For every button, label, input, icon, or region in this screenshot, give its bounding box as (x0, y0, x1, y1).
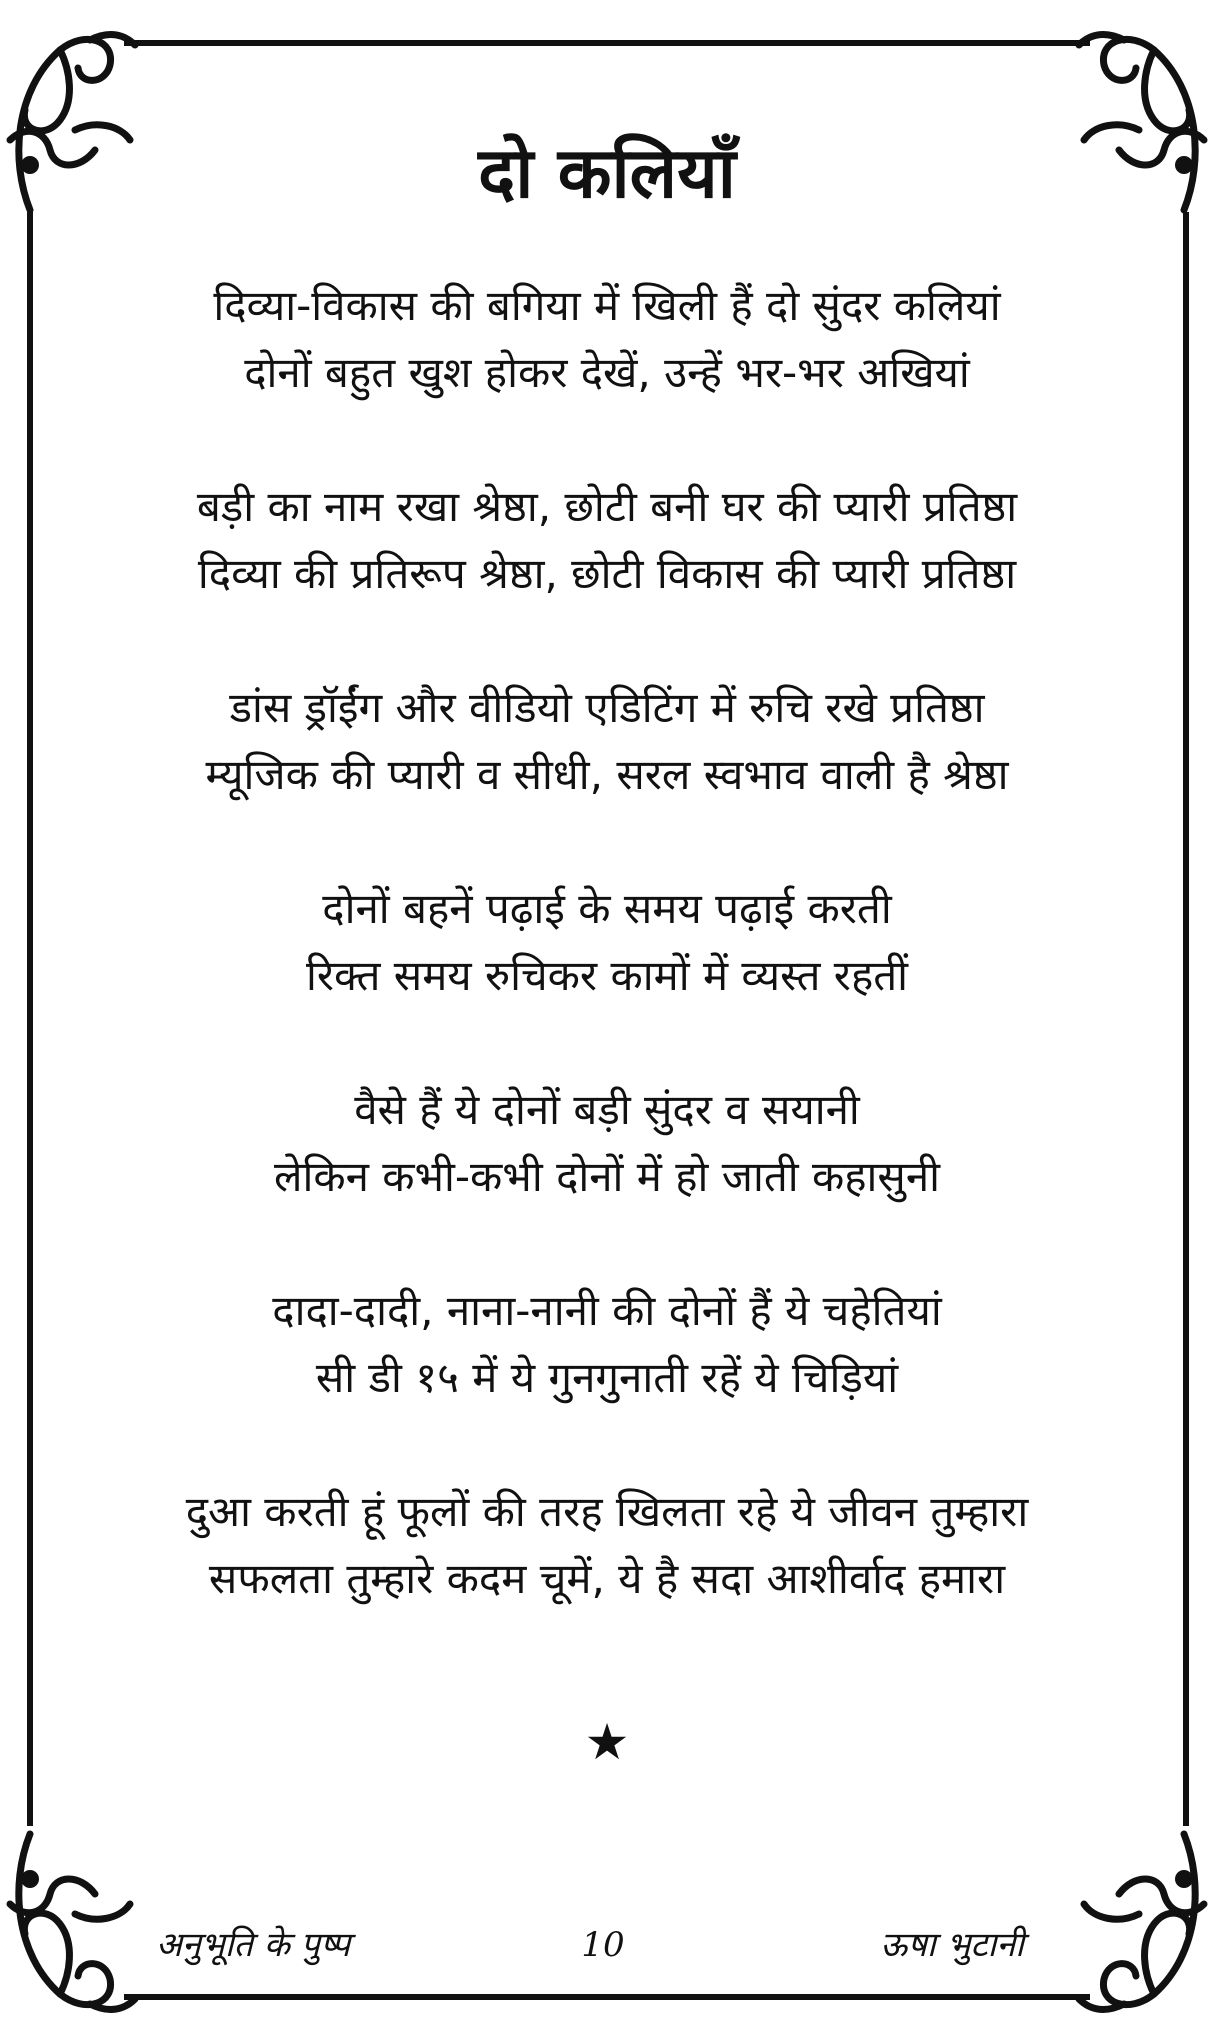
stanza (60, 875, 1154, 1009)
stanza (60, 1277, 1154, 1411)
poem-line: दादा-दादी, नाना-नानी की दोनों हैं ये चहेतियां (272, 1286, 942, 1335)
corner-ornament-bottom-right (1074, 1824, 1214, 2034)
stanza (60, 674, 1154, 808)
stanza (60, 1076, 1154, 1210)
poem-line: डांस ड्रॉईंग और वीडियो एडिटिंग में रुचि रखे प्रतिष्ठा (229, 683, 985, 732)
poem-body (60, 272, 1154, 1679)
poem-line: दुआ करती हूं फूलों की तरह खिलता रहे ये जीवन तुम्हारा (185, 1487, 1029, 1536)
border-top (124, 40, 1090, 46)
poem-line: सफलता तुम्हारे कदम चूमें, ये है सदा आशीर्वाद हमारा (208, 1554, 1006, 1603)
border-left (27, 212, 33, 1826)
border-right (1183, 212, 1189, 1826)
stanza (60, 473, 1154, 607)
stanza (60, 1478, 1154, 1612)
poem-title: दो कलियाँ (478, 132, 736, 214)
poem-line: दिव्या की प्रतिरूप श्रेष्ठा, छोटी विकास की प्यारी प्रतिष्ठा (197, 549, 1017, 598)
poem-line: दोनों बहुत खुश होकर देखें, उन्हें भर-भर अखियां (244, 348, 970, 397)
stanza (60, 272, 1154, 406)
poem-line: वैसे हैं ये दोनों बड़ी सुंदर व सयानी (354, 1085, 860, 1134)
poem-line: दिव्या-विकास की बगिया में खिली हैं दो सुंदर कलियां (213, 281, 1001, 330)
poem-line: म्यूजिक की प्यारी व सीधी, सरल स्वभाव वाली है श्रेष्ठा (205, 750, 1009, 799)
footer-author: ऊषा भुटानी (880, 1925, 1024, 1965)
footer-book-title: अनुभूति के पुष्प (156, 1925, 351, 1965)
poem-line: बड़ी का नाम रखा श्रेष्ठा, छोटी बनी घर की प्यारी प्रतिष्ठा (196, 482, 1018, 531)
poem-line: दोनों बहनें पढ़ाई के समय पढ़ाई करती (322, 884, 892, 933)
star-icon: ★ (584, 1713, 630, 1771)
poem-line: लेकिन कभी-कभी दोनों में हो जाती कहासुनी (273, 1152, 941, 1201)
poem-line: रिक्त समय रुचिकर कामों में व्यस्त रहतीं (305, 951, 909, 1000)
footer-page-number: 10 (581, 1925, 625, 1965)
poem-line: सी डी १५ में ये गुनगुनाती रहें ये चिड़ियां (315, 1353, 899, 1402)
corner-ornament-bottom-left (0, 1824, 140, 2034)
border-bottom (124, 1994, 1090, 2000)
